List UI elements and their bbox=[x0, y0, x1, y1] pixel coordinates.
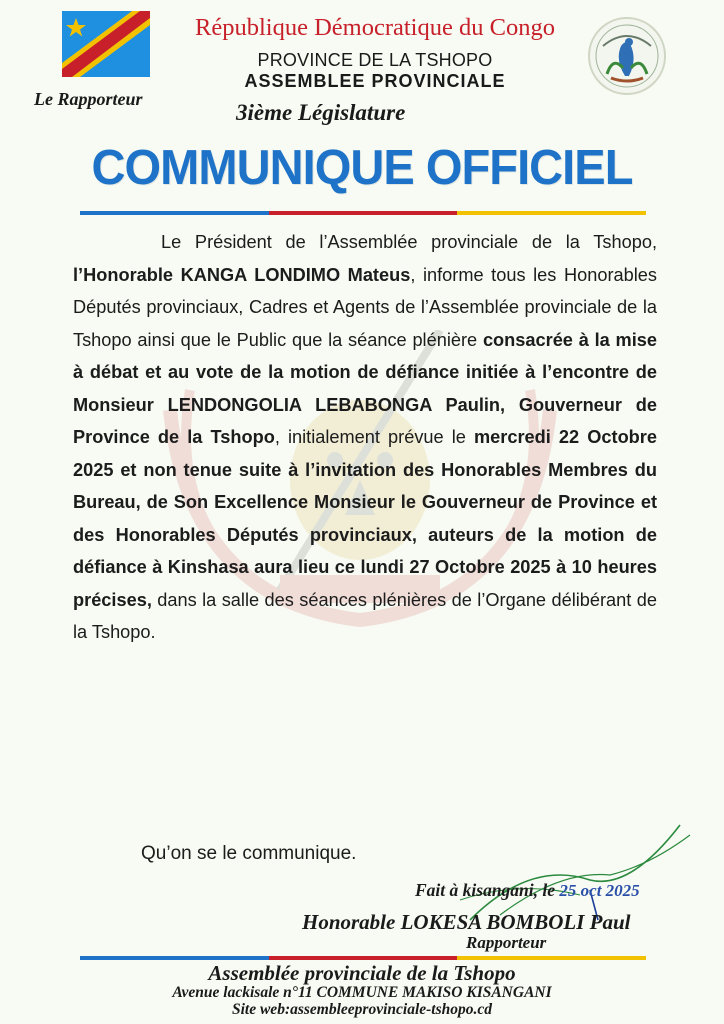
body-venue: dans la salle des séances plénières de l’Organe délibérant de la Tshopo. bbox=[73, 589, 657, 642]
drc-flag-icon bbox=[62, 11, 150, 77]
signatory-role: Rapporteur bbox=[466, 933, 547, 952]
footer-address: Avenue lackisale n°11 COMMUNE MAKISO KISANGANI bbox=[172, 984, 552, 1001]
title-underline bbox=[80, 211, 646, 215]
motion-subject: consacrée à la mise à débat et au vote de la motion de défiance initiée à l’encontre de Monsieur LENDONGOLIA LEBABONGA Paulin, Gouverneur de Province de la Tshopo bbox=[73, 329, 657, 447]
country-name: République Démocratique du Congo bbox=[195, 14, 555, 41]
body-intro: Le Président de l’Assemblée provinciale de la Tshopo, bbox=[161, 232, 657, 252]
body-paragraph bbox=[73, 226, 657, 649]
signatory-name: Honorable LOKESA BOMBOLI Paul bbox=[302, 910, 631, 934]
signature-date: 25 oct 2025 bbox=[559, 881, 640, 900]
document-title: COMMUNIQUE OFFICIEL bbox=[91, 141, 633, 195]
footer-institution: Assemblée provinciale de la Tshopo bbox=[208, 961, 516, 985]
issuer-role: Le Rapporteur bbox=[34, 89, 143, 109]
legislature-label: 3ième Législature bbox=[236, 100, 406, 125]
body-initially: , initialement prévue le bbox=[274, 427, 474, 447]
president-name: l’Honorable KANGA LONDIMO Mateus bbox=[73, 264, 411, 285]
closing-line: Qu’on se le communique. bbox=[141, 843, 357, 864]
province-name: PROVINCE DE LA TSHOPO bbox=[257, 50, 493, 70]
assembly-name: ASSEMBLEE PROVINCIALE bbox=[244, 71, 506, 91]
communique-body bbox=[73, 226, 657, 649]
session-schedule: mercredi 22 Octobre 2025 et non tenue suite à l’invitation des Honorables Membres du Bureau, de Son Excellence Monsieur le Gouverneur de Province et des Honorables Députés provinciaux, auteurs de la motion de défiance à Kinshasa aura lieu ce lundi 27 Octobre 2025 à 10 heures précises, bbox=[73, 427, 657, 610]
place-text: Fait à kisangani, le bbox=[415, 880, 560, 900]
body-audience: , informe tous les Honorables Députés provinciaux, Cadres et Agents de l’Assemblée provinciale de la Tshopo ainsi que le Public que la séance plénière bbox=[73, 264, 657, 350]
footer-website: Site web:assembleeprovinciale-tshopo.cd bbox=[231, 1001, 493, 1018]
place-date-line bbox=[415, 880, 640, 901]
assembly-seal-icon bbox=[587, 16, 667, 96]
footer-divider bbox=[80, 956, 646, 960]
